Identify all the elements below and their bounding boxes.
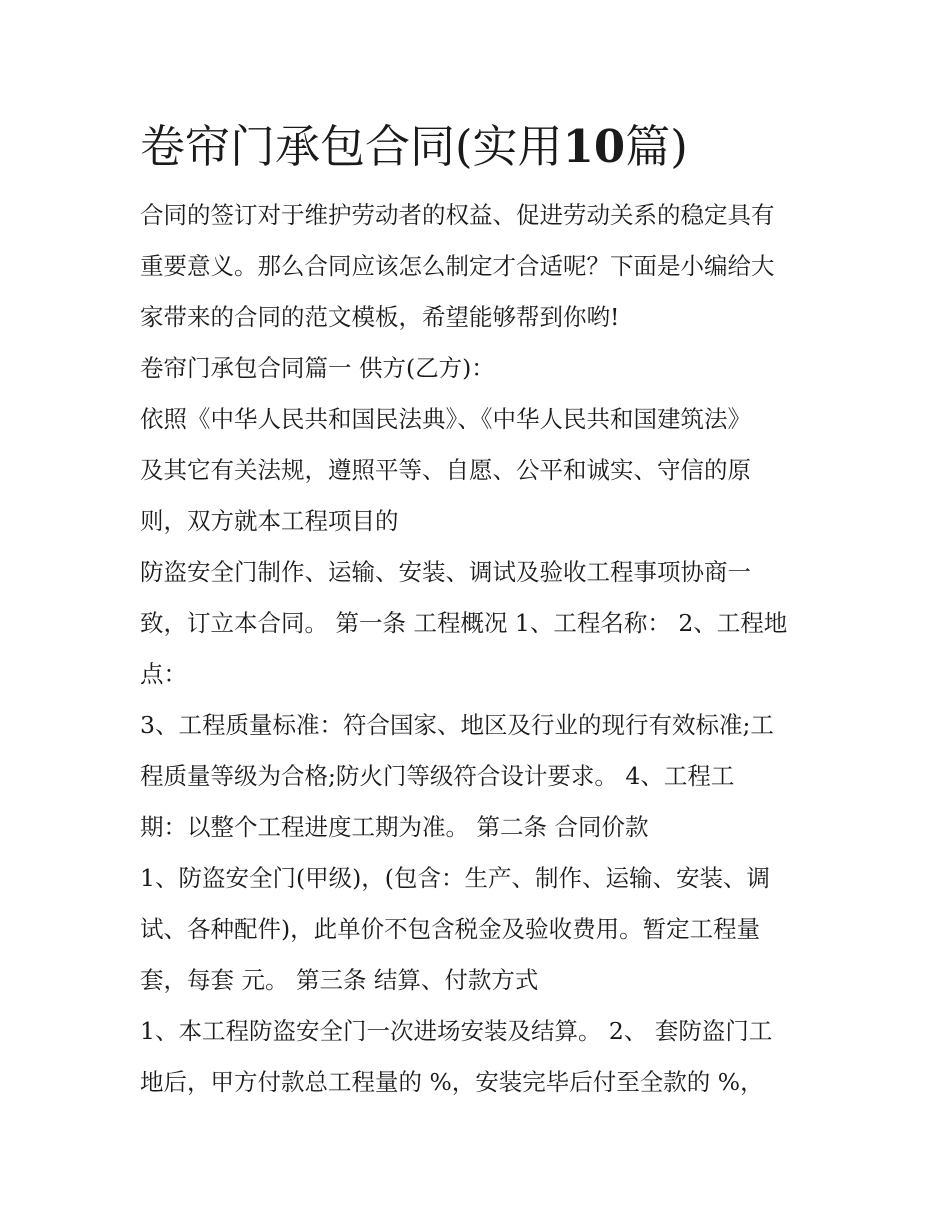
body-line: 程质量等级为合格;防火门等级符合设计要求。 4、工程工 [140,762,735,790]
body-line: 重要意义。那么合同应该怎么制定才合适呢？下面是小编给大 [140,252,775,280]
body-line: 则，双方就本工程项目的 [140,507,399,535]
body-line: 1、本工程防盗安全门一次进场安装及结算。 2、 套防盗门工 [140,1017,773,1045]
document-title [140,112,820,182]
title-number: 10 [562,120,626,173]
body-line: 试、各种配件)，此单价不包含税金及验收费用。暂定工程量 [140,915,761,943]
body-line: 防盗安全门制作、运输、安装、调试及验收工程事项协商一 [140,558,751,586]
body-line: 3、工程质量标准：符合国家、地区及行业的现行有效标准;工 [140,711,774,739]
body-line: 依照《中华人民共和国民法典》、《中华人民共和国建筑法》 [140,405,751,433]
title-suffix: 篇) [625,120,688,173]
body-line: 卷帘门承包合同篇一 供方(乙方)： [140,354,495,382]
body-line: 点： [140,660,187,688]
document-page [140,112,820,1108]
body-line: 合同的签订对于维护劳动者的权益、促进劳动关系的稳定具有 [140,201,775,229]
title-prefix: 卷帘门承包合同(实用 [140,120,563,173]
body-line: 及其它有关法规，遵照平等、自愿、公平和诚实、守信的原 [140,456,751,484]
body-line: 期：以整个工程进度工期为准。 第二条 合同价款 [140,813,649,841]
body-line: 套，每套 元。 第三条 结算、付款方式 [140,966,539,994]
body-line: 地后，甲方付款总工程量的 %，安装完毕后付至全款的 %， [140,1068,764,1096]
body-line: 1、防盗安全门(甲级)，(包含：生产、制作、运输、安装、调 [140,864,770,892]
body-line: 致，订立本合同。 第一条 工程概况 1、工程名称： 2、工程地 [140,609,788,637]
body-line: 家带来的合同的范文模板，希望能够帮到你哟! [140,303,620,331]
